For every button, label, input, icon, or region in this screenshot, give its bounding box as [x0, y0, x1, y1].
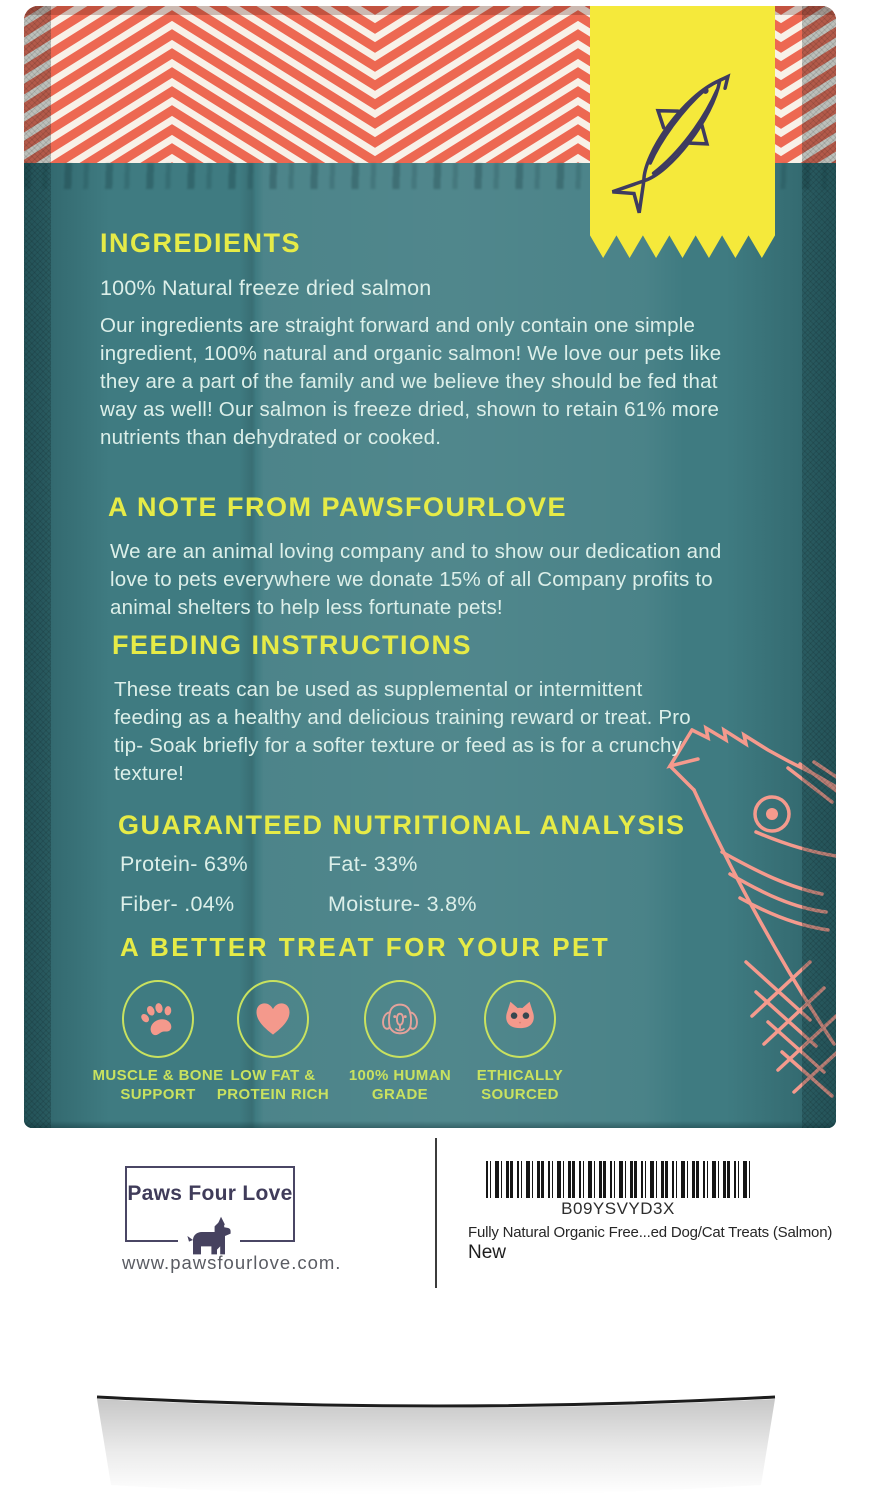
condition-label: New: [468, 1242, 507, 1263]
website-url: www.pawsfourlove.com.: [122, 1252, 342, 1273]
note-body: We are an animal loving company and to show our dedication and love to pets everywhere we donate 15% of all Company profits to animal shelters to help less fortunate pets!: [110, 540, 722, 619]
nutrition-heading: GUARANTEED NUTRITIONAL ANALYSIS: [118, 810, 686, 840]
product-title: Fully Natural Organic Free...ed Dog/Cat Treats (Salmon): [468, 1224, 833, 1241]
benefits-heading: A BETTER TREAT FOR YOUR PET: [120, 932, 611, 962]
ingredients-body: Our ingredients are straight forward and only contain one simple ingredient, 100% natural and organic salmon! We love our pets like they are a part of the family and we believe they should be fed that way as well! Our salmon is freeze dried, shown to retain 61% more nutrients than dehydrated or cooked.: [100, 314, 722, 449]
nutrition-fiber: Fiber- .04%: [120, 892, 235, 916]
nutrition-moisture: Moisture- 3.8%: [328, 892, 477, 916]
barcode-value: B09YSVYD3X: [561, 1199, 675, 1218]
ingredients-subheading: 100% Natural freeze dried salmon: [100, 276, 432, 300]
badge-label: LOW FAT & PROTEIN RICH: [216, 1067, 330, 1103]
brand-name: Paws Four Love: [127, 1182, 293, 1205]
ingredients-heading: INGREDIENTS: [100, 228, 302, 258]
badge-label: 100% HUMAN GRADE: [348, 1067, 452, 1103]
badge-ring: [237, 980, 309, 1058]
badge-label: ETHICALLY SOURCED: [476, 1067, 564, 1103]
dog-face-icon: [377, 996, 423, 1042]
heart-icon: [251, 997, 295, 1041]
barcode: [486, 1161, 750, 1198]
cat-face-icon: [497, 996, 543, 1042]
paw-icon: [135, 996, 181, 1042]
badge-ring: [122, 980, 194, 1058]
benefit-badge-ethically-sourced: [445, 980, 595, 1104]
treat-bag-back: [24, 6, 836, 1128]
feeding-body: These treats can be used as supplemental or intermittent feeding as a healthy and delicious training reward or treat. Pro tip- Soak briefly for a softer texture or feed as is for a crunchy texture!: [114, 678, 691, 785]
feeding-heading: FEEDING INSTRUCTIONS: [112, 630, 473, 660]
bag-bottom-edge: [75, 1383, 797, 1500]
badge-label: MUSCLE & BONE SUPPORT: [92, 1067, 224, 1103]
divider-line: [435, 1138, 437, 1288]
nutrition-fat: Fat- 33%: [328, 852, 418, 876]
badge-ring: [364, 980, 436, 1058]
nutrition-protein: Protein- 63%: [120, 852, 248, 876]
note-heading: A NOTE FROM PAWSFOURLOVE: [108, 492, 567, 522]
badge-ring: [484, 980, 556, 1058]
